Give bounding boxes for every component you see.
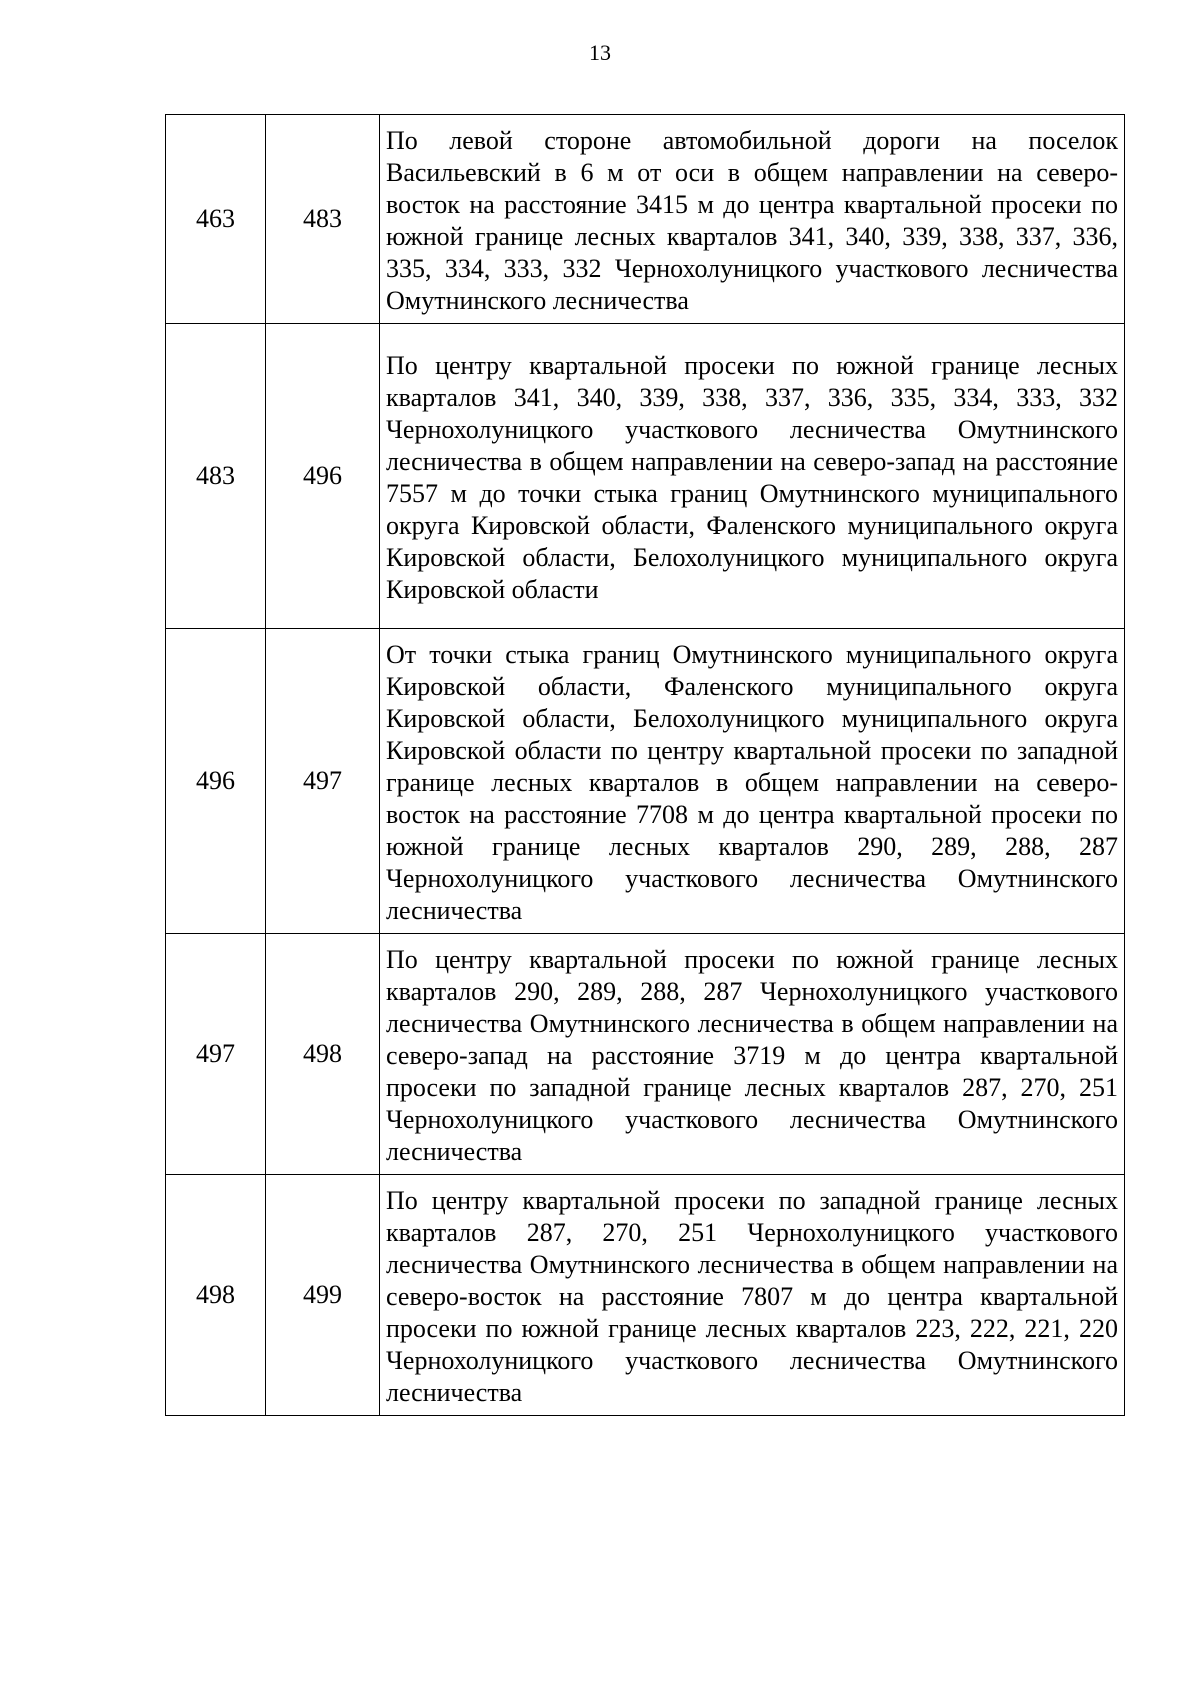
- to-point-cell: 498: [266, 934, 380, 1175]
- from-point-cell: 463: [166, 115, 266, 324]
- table-row: [166, 324, 1125, 629]
- to-point-cell: 499: [266, 1175, 380, 1416]
- boundary-description-table: [165, 114, 1125, 1416]
- boundary-description-cell: По левой стороне автомобильной дороги на поселок Васильевский в 6 м от оси в общем направлении на северо-восток на расстояние 3415 м до центра квартальной просеки по южной границе лесных кварталов 341, 340, 339, 338, 337, 336, 335, 334, 333, 332 Чернохолуницкого участкового лесничества Омутнинского лесничества: [380, 115, 1125, 324]
- page-number: 13: [589, 40, 611, 65]
- to-point-cell: 483: [266, 115, 380, 324]
- boundary-description-cell: По центру квартальной просеки по южной границе лесных кварталов 341, 340, 339, 338, 337, 336, 335, 334, 333, 332 Чернохолуницкого участкового лесничества Омутнинского лесничества в общем направлении на северо-запад на расстояние 7557 м до точки стыка границ Омутнинского муниципального округа Кировской области, Фаленского муниципального округа Кировской области, Белохолуницкого муниципального округа Кировской области: [380, 324, 1125, 629]
- to-point-cell: 497: [266, 629, 380, 934]
- from-point-cell: 497: [166, 934, 266, 1175]
- boundary-description-cell: По центру квартальной просеки по западной границе лесных кварталов 287, 270, 251 Чернохолуницкого участкового лесничества Омутнинского лесничества в общем направлении на северо-восток на расстояние 7807 м до центра квартальной просеки по южной границе лесных кварталов 223, 222, 221, 220 Чернохолуницкого участкового лесничества Омутнинского лесничества: [380, 1175, 1125, 1416]
- table-row: [166, 934, 1125, 1175]
- table-row: [166, 629, 1125, 934]
- boundary-description-cell: От точки стыка границ Омутнинского муниципального округа Кировской области, Фаленского муниципального округа Кировской области, Белохолуницкого муниципального округа Кировской области по центру квартальной просеки по западной границе лесных кварталов в общем направлении на северо-восток на расстояние 7708 м до центра квартальной просеки по южной границе лесных кварталов 290, 289, 288, 287 Чернохолуницкого участкового лесничества Омутнинского лесничества: [380, 629, 1125, 934]
- from-point-cell: 498: [166, 1175, 266, 1416]
- table-row: [166, 115, 1125, 324]
- table-row: [166, 1175, 1125, 1416]
- from-point-cell: 496: [166, 629, 266, 934]
- from-point-cell: 483: [166, 324, 266, 629]
- to-point-cell: 496: [266, 324, 380, 629]
- boundary-description-cell: По центру квартальной просеки по южной границе лесных кварталов 290, 289, 288, 287 Чернохолуницкого участкового лесничества Омутнинского лесничества в общем направлении на северо-запад на расстояние 3719 м до центра квартальной просеки по западной границе лесных кварталов 287, 270, 251 Чернохолуницкого участкового лесничества Омутнинского лесничества: [380, 934, 1125, 1175]
